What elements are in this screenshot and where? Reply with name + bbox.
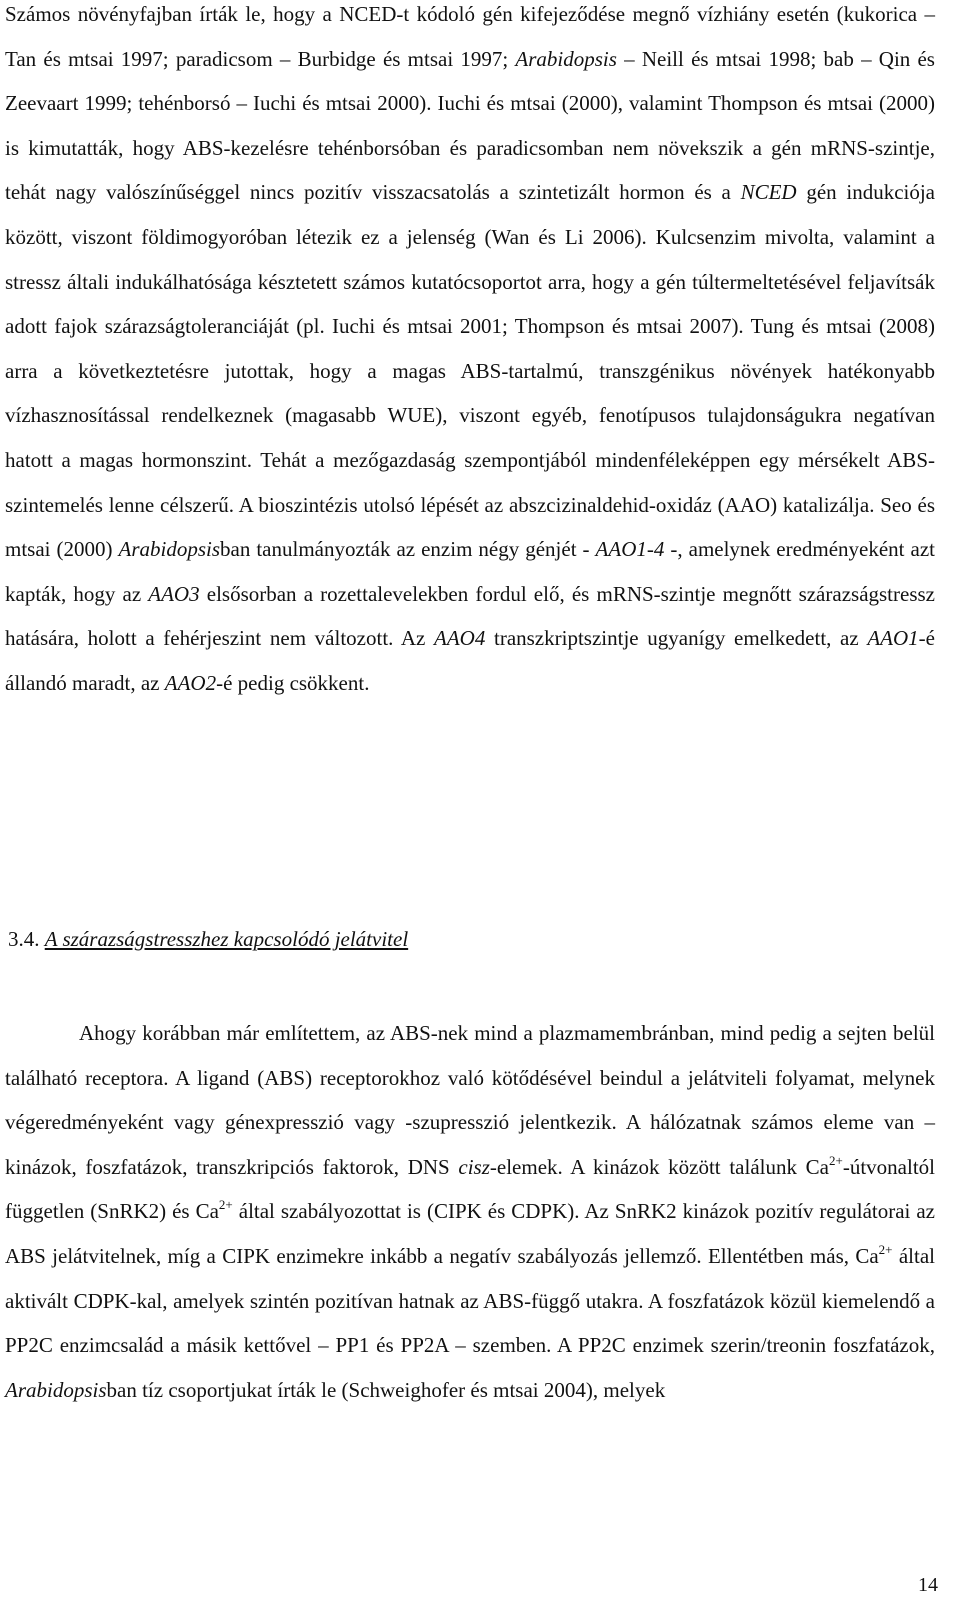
superscript-charge: 2+: [878, 1241, 893, 1257]
text-run: Számos növényfajban írták le, hogy a NCED-t kódoló gén kifejeződése megnő vízhiány esetén (kukorica – Tan és mtsai 1997; paradicsom – Burbidge és mtsai 1997;: [5, 2, 935, 71]
text-run: által szabályozottat is (CIPK és CDPK). Az SnRK2 kinázok pozitív regulátorai az ABS jelátvitelnek, míg a CIPK enzimekre inkább a negatív szabályozás jellemző. Ellentétben más, Ca: [5, 1199, 935, 1268]
body-paragraph-nced: [5, 0, 935, 706]
page-number: 14: [918, 1574, 938, 1596]
text-run: – Neill és mtsai 1998; bab – Qin és Zeevaart 1999; tehénborsó – Iuchi és mtsai 2000). Iuchi és mtsai (2000), valamint Thompson és mtsai (2000) is kimutatták, hogy ABS-kezelésre tehénborsóban és paradicsomban nem növekszik a gén mRNS-szintje, tehát nagy valószínűséggel nincs pozitív visszacsatolás a szintetizált hormon és a: [5, 46, 935, 205]
text-run: -elemek. A kinázok között találunk Ca: [489, 1154, 829, 1179]
section-heading: [8, 924, 408, 954]
text-run: transzkriptszintje ugyanígy emelkedett, az: [485, 626, 868, 651]
text-run: ban tíz csoportjukat írták le (Schweighofer és mtsai 2004), melyek: [106, 1377, 666, 1402]
superscript-charge: 2+: [829, 1152, 843, 1168]
italic-term: Arabidopsis: [118, 537, 221, 562]
italic-term: AAO2: [164, 670, 217, 695]
section-title: A szárazságstresszhez kapcsolódó jelátvitel: [44, 927, 409, 951]
text-run: Ahogy korábban már említettem, az ABS-nek mind a plazmamembránban, mind pedig a sejten belül található receptora. A ligand (ABS) receptorokhoz való kötődésével beindul a jelátviteli folyamat, melynek végeredményeként vagy génexpresszió vagy -szupresszió jelentkezik. A hálózatnak számos eleme van – kinázok, foszfatázok, transzkripciós faktorok, DNS: [5, 1021, 935, 1179]
italic-term: AAO3: [148, 581, 200, 606]
text-run: ban tanulmányozták az enzim négy génjét -: [220, 537, 596, 562]
text-run: elsősorban a rozettalevelekben fordul elő, és mRNS-szintje megnőtt szárazságstressz hatására, holott a fehérjeszint nem változott. Az: [5, 581, 935, 651]
italic-term: NCED: [740, 180, 797, 205]
section-number: 3.4.: [8, 927, 40, 951]
italic-term: AAO1: [867, 626, 919, 651]
italic-term: cisz: [458, 1154, 490, 1179]
text-run: gén indukciója között, viszont földimogyoróban létezik ez a jelenség (Wan és Li 2006). Kulcsenzim mivolta, valamint a stressz általi indukálhatósága késztetett számos kutatócsoportot arra, hogy a gén túltermeltetésével feljavítsák adott fajok szárazságtoleranciáját (pl. Iuchi és mtsai 2001; Thompson és mtsai 2007). Tung és mtsai (2008) arra a következtetésre jutottak, hogy a magas ABS-tartalmú, transzgénikus növények hatékonyabb vízhasznosítással rendelkeznek (magasabb WUE), viszont egyéb, fenotípusos tulajdonságukra negatívan hatott a magas hormonszint. Tehát a mezőgazdaság szempontjából mindenféleképpen egy mérsékelt ABS-szintemelés lenne célszerű. A bioszintézis utolsó lépését az abszcizinaldehid-oxidáz (AAO) katalizálja. Seo és mtsai (2000): [5, 180, 936, 562]
body-paragraph-signaling: [5, 1011, 935, 1412]
superscript-charge: 2+: [218, 1197, 233, 1213]
text-run: által aktivált CDPK-kal, amelyek szintén pozitívan hatnak az ABS-függő utakra. A foszfatázok közül kiemelendő a PP2C enzimcsalád a másik kettővel – PP1 és PP2A – szemben. A PP2C enzimek szerin/treonin foszfatázok,: [5, 1243, 935, 1358]
text-run: -, amelynek eredményeként azt kapták, hogy az: [5, 537, 935, 606]
text-run: -é állandó maradt, az: [5, 626, 935, 695]
italic-term: AAO1-4: [595, 537, 665, 562]
italic-term: Arabidopsis: [5, 1377, 107, 1402]
italic-term: AAO4: [434, 626, 486, 651]
italic-term: Arabidopsis: [515, 46, 617, 71]
text-run: -é pedig csökkent.: [216, 670, 370, 695]
text-run: -útvonaltól független (SnRK2) és Ca: [5, 1154, 935, 1224]
